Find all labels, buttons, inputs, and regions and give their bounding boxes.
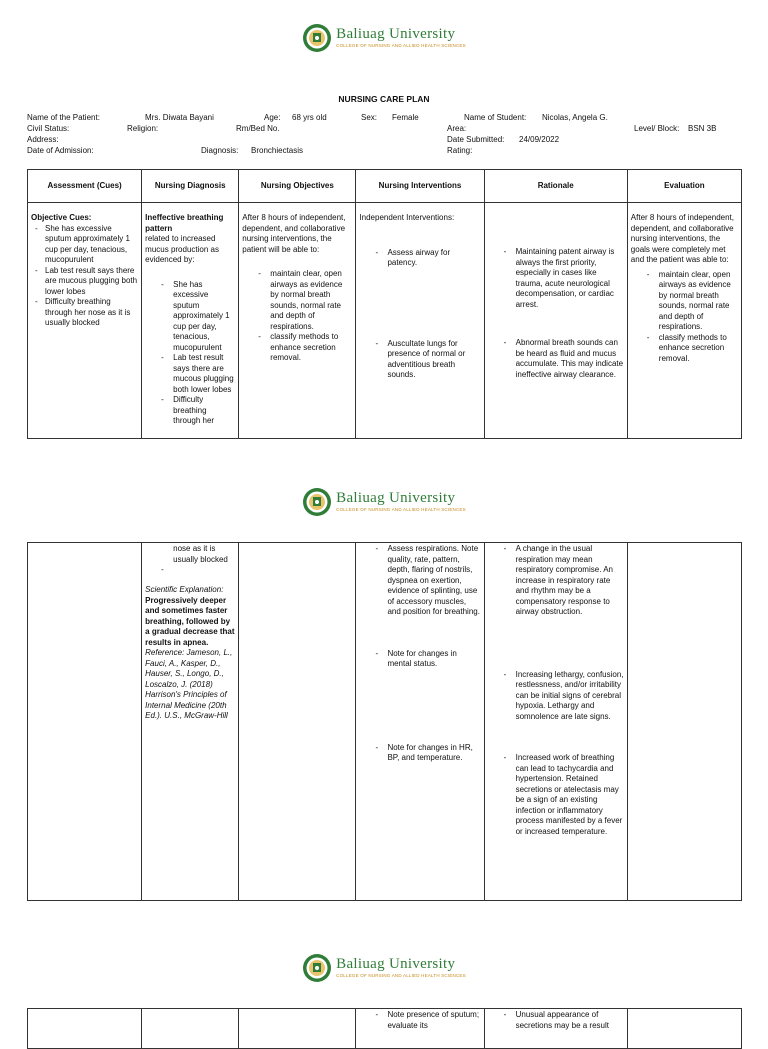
list-item: - Abnormal breath sounds can be heard as fluid and mucus accumulate. This may indicate ineffective airway clearance. [488,338,624,380]
admission-label: Date of Admission: [27,146,94,155]
diagnosis-cell [142,203,239,439]
reference-label: Reference: [145,648,185,657]
scientific-explanation-label: Scientific Explanation: [145,585,224,594]
religion-label: Religion: [127,124,159,133]
rating-label: Rating: [447,146,473,155]
table-row [28,543,742,901]
list-item: - Note for changes in HR, BP, and temperature. [359,743,480,764]
objectives-cell [239,203,356,439]
care-plan-table-page-2 [27,542,742,901]
care-plan-table-page-3 [27,1008,742,1049]
date-submitted-label: Date Submitted: [447,135,505,144]
college-name: COLLEGE OF NURSING AND ALLIED HEALTH SCIENCES [336,507,466,513]
assessment-list [31,224,138,329]
diagnosis-continued: nose as it is usually blocked [173,544,228,564]
college-name: COLLEGE OF NURSING AND ALLIED HEALTH SCIENCES [336,973,466,979]
list-item: - maintain clear, open airways as evidence by normal breath sounds, normal rate and depth of respirations. [242,269,352,332]
age-value: 68 yrs old [292,113,327,122]
rationale-cell [484,543,627,901]
list-item: - Increasing lethargy, confusion, restlessness, and/or irritability can be initial signs of cerebral hypoxia. Lethargy and somnolence are late signs. [488,670,624,723]
university-seal-icon [302,23,332,53]
date-submitted-value: 24/09/2022 [519,135,560,144]
interventions-cell [356,1009,484,1049]
header-interventions: Nursing Interventions [356,170,484,203]
list-item: - Assess respirations. Note quality, rate, pattern, depth, flaring of nostrils, dyspnea on exertion, evidence of splinting, use of accessory muscles, and position for breathing. [359,544,480,618]
list-item: - Maintaining patent airway is always the first priority, especially in cases like trauma, acute neurological decompensation, or cardiac arrest. [488,247,624,310]
list-item: - A change in the usual respiration may mean respiratory compromise. An increase in respiratory rate and rhythm may be a compensatory response to airway obstruction. [488,544,624,618]
university-logo [0,482,768,522]
assessment-cell [28,1009,142,1049]
diagnosis-text: related to increased mucus production as evidenced by: [145,234,219,264]
assessment-cell [28,543,142,901]
list-item: - classify methods to enhance secretion removal. [631,333,738,365]
age-label: Age: [264,113,281,122]
header-evaluation: Evaluation [627,170,741,203]
list-item: - Lab test result says there are mucous plugging both lower lobes [31,266,138,298]
list-item: - Increased work of breathing can lead to tachycardia and hypertension. Retained secretions or atelectasis may be a sign of an existing infection or inflammatory process manifested by a fever or increased temperature. [488,753,624,837]
objectives-cell [239,1009,356,1049]
diagnosis-cell [142,1009,239,1049]
evaluation-text: After 8 hours of independent, dependent, and collaborative nursing interventions, the goals were completely met and the patient was able to: [630,213,734,264]
list-item: - She has excessive sputum approximately 1 cup per day, tenacious, mucopurulent [31,224,138,266]
evaluation-cell [627,203,741,439]
list-item: - Auscultate lungs for presence of normal or adventitious breath sounds. [359,339,480,381]
rationale-cell [484,1009,627,1049]
interventions-list [359,544,480,764]
list-item: - Difficulty breathing through her nose as it is usually blocked [31,297,138,329]
header-diagnosis: Nursing Diagnosis [142,170,239,203]
civil-status-label: Civil Status: [27,124,70,133]
reference-text: Jameson, L., Fauci, A., Kasper, D., Hauser, S., Longo, D., Loscalzo, J. (2018) Harrison's Principles of Internal Medicine (20th Ed.). U.S., McGraw-Hill [145,648,233,720]
sex-label: Sex: [361,113,378,122]
evaluation-cell [627,1009,741,1049]
patient-value: Mrs. Diwata Bayani [145,113,214,122]
rationale-list [488,247,624,380]
rationale-list [488,544,624,837]
patient-label: Name of the Patient: [27,113,100,122]
level-block-label: Level/ Block: [634,124,680,133]
header-row [28,170,742,203]
list-item: - Assess airway for patency. [359,248,480,269]
university-seal-icon [302,487,332,517]
interventions-heading: Independent Interventions: [359,213,455,222]
level-block-value: BSN 3B [688,124,717,133]
header-rationale: Rationale [484,170,627,203]
diagnosis-title: Ineffective breathing pattern [145,213,224,233]
table-row [28,203,742,439]
objectives-list [242,269,352,364]
sex-value: Female [392,113,419,122]
care-plan-table-page-1 [27,169,742,439]
university-logo [0,948,768,988]
university-name: Baliuag University [336,26,456,43]
rationale-cell [484,203,627,439]
diagnosis-label: Diagnosis: [201,146,239,155]
objectives-cell [239,543,356,901]
student-label: Name of Student: [464,113,527,122]
college-name: COLLEGE OF NURSING AND ALLIED HEALTH SCIENCES [336,43,466,49]
university-seal-icon [302,953,332,983]
list-item: - She has excessive sputum approximately 1 cup per day, tenacious, mucopurulent [145,280,235,354]
address-label: Address: [27,135,59,144]
assessment-cell [28,203,142,439]
list-item: - Lab test result says there are mucous plugging both lower lobes [145,353,235,395]
room-bed-label: Rm/Bed No. [236,124,280,133]
area-label: Area: [447,124,467,133]
student-value: Nicolas, Angela G. [542,113,608,122]
evaluation-list [631,270,738,365]
objective-cues-title: Objective Cues: [31,213,92,222]
diagnosis-list [145,280,235,427]
interventions-cell [356,203,484,439]
table-row [28,1009,742,1049]
interventions-list [359,248,480,381]
list-item: - Difficulty breathing through her [145,395,235,427]
page-title: NURSING CARE PLAN [338,94,430,104]
objectives-text: After 8 hours of independent, dependent, and collaborative nursing interventions, the patient will be able to: [242,213,346,254]
header-objectives: Nursing Objectives [239,170,356,203]
list-item: - Note presence of sputum; evaluate its [359,1010,480,1031]
diagnosis-value: Bronchiectasis [251,146,304,155]
university-name: Baliuag University [336,490,456,507]
scientific-explanation-text: Progressively deeper and sometimes faster breathing, followed by a gradual decrease that results in apnea. [145,595,235,647]
university-name: Baliuag University [336,956,456,973]
evaluation-cell [627,543,741,901]
header-assessment: Assessment (Cues) [28,170,142,203]
list-item: - Note for changes in mental status. [359,649,480,670]
list-item: - maintain clear, open airways as evidence by normal breath sounds, normal rate and depth of respirations. [631,270,738,333]
university-logo [0,18,768,58]
diagnosis-cell [142,543,239,901]
list-item: - Unusual appearance of secretions may be a result [488,1010,624,1031]
interventions-cell [356,543,484,901]
list-item: - classify methods to enhance secretion removal. [242,332,352,364]
